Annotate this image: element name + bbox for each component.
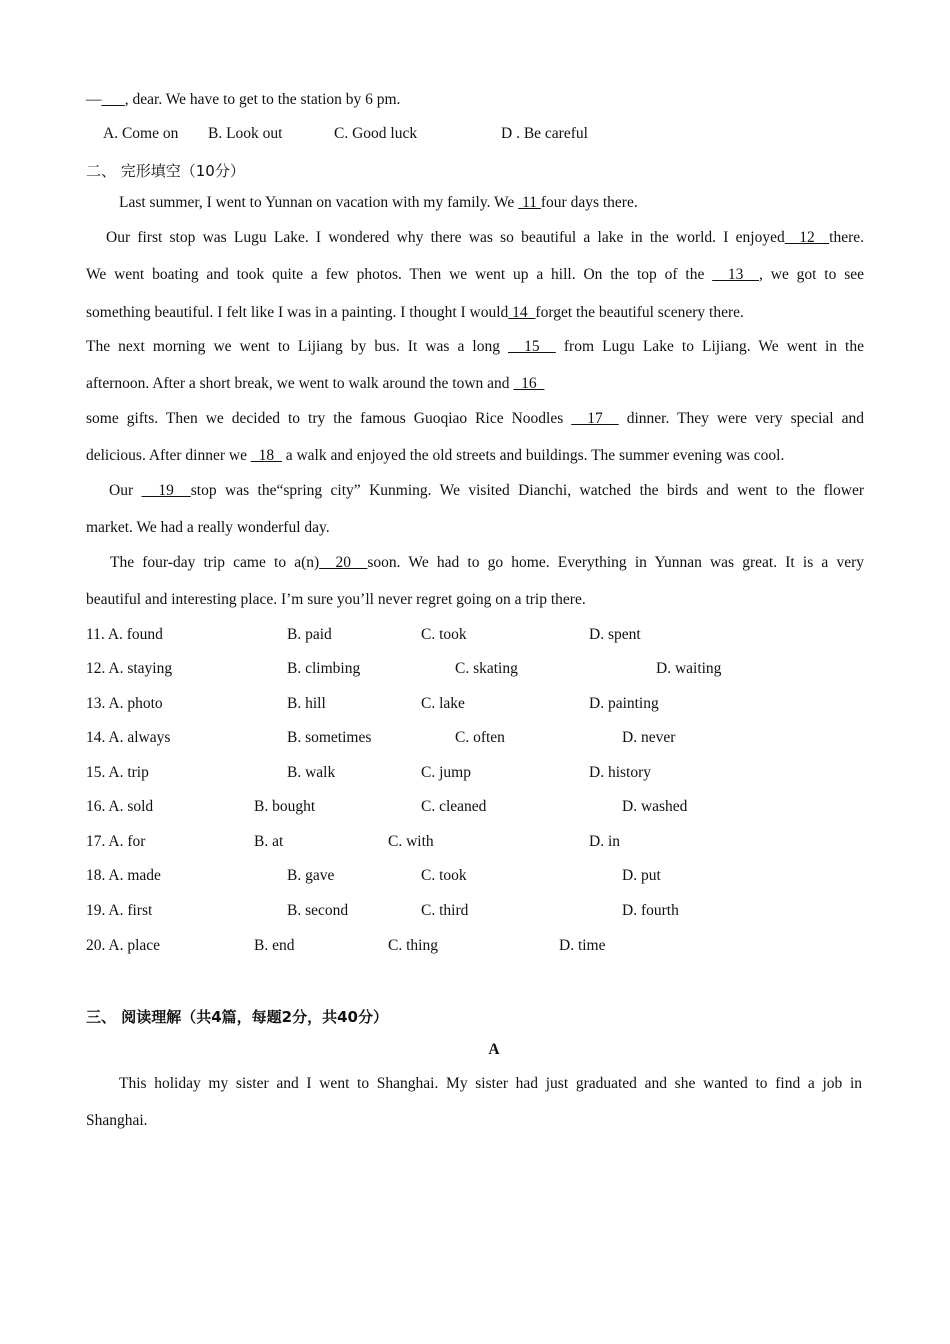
q11-option-c: C. took bbox=[421, 626, 467, 643]
cloze-paragraph-1: Last summer, I went to Yunnan on vacation with my family. We 11 four days there. bbox=[119, 194, 638, 211]
q12-option-d: D. waiting bbox=[656, 660, 722, 677]
q18-option-a: 18. A. made bbox=[86, 867, 161, 884]
passage-a-title: A bbox=[488, 1041, 500, 1058]
q15-option-c: C. jump bbox=[421, 764, 471, 781]
blank-11: 11 bbox=[518, 194, 541, 211]
q11-option-b: B. paid bbox=[287, 626, 332, 643]
q20-option-a: 20. A. place bbox=[86, 937, 161, 954]
q10-option-c: C. Good luck bbox=[334, 125, 418, 142]
q19-option-d: D. fourth bbox=[622, 902, 679, 919]
q10-stem: — , dear. We have to get to the station by 6 pm. bbox=[86, 91, 401, 108]
q18-option-b: B. gave bbox=[287, 867, 335, 884]
q13-option-c: C. lake bbox=[421, 695, 465, 712]
passage-a-line-2: Shanghai. bbox=[86, 1112, 148, 1129]
blank-13: 13 bbox=[712, 266, 760, 283]
q20-option-b: B. end bbox=[254, 937, 295, 954]
blank-18: 18 bbox=[250, 447, 282, 464]
q10-blank bbox=[102, 91, 125, 108]
q20-option-c: C. thing bbox=[388, 937, 438, 954]
q12-option-b: B. climbing bbox=[287, 660, 361, 677]
passage-a-line-1: This holiday my sister and I went to Shanghai. My sister had just graduated and she wanted to find a job in bbox=[119, 1075, 862, 1092]
q17-option-a: 17. A. for bbox=[86, 833, 146, 850]
q19-option-b: B. second bbox=[287, 902, 349, 919]
q13-option-a: 13. A. photo bbox=[86, 695, 163, 712]
q13-option-b: B. hill bbox=[287, 695, 326, 712]
q15-option-a: 15. A. trip bbox=[86, 764, 149, 781]
blank-15: 15 bbox=[508, 338, 556, 355]
q11-option-a: 11. A. found bbox=[86, 626, 163, 643]
section2-heading: 二、 完形填空（10分） bbox=[86, 162, 245, 180]
cloze-paragraph-4-line-2: market. We had a really wonderful day. bbox=[86, 519, 330, 536]
q10-option-b: B. Look out bbox=[208, 125, 283, 142]
q13-option-d: D. painting bbox=[589, 695, 659, 712]
q16-option-b: B. bought bbox=[254, 798, 316, 815]
blank-17: 17 bbox=[571, 410, 619, 427]
q16-option-c: C. cleaned bbox=[421, 798, 487, 815]
q17-option-d: D. in bbox=[589, 833, 620, 850]
cloze-paragraph-3-line-4: delicious. After dinner we 18 a walk and enjoyed the old streets and buildings. The summer evening was cool. bbox=[86, 447, 785, 464]
section3-heading: 三、 阅读理解（共4篇，每题2分，共40分） bbox=[86, 1008, 388, 1026]
q18-option-c: C. took bbox=[421, 867, 467, 884]
q14-option-c: C. often bbox=[455, 729, 505, 746]
blank-19: 19 bbox=[141, 482, 191, 499]
cloze-paragraph-2-line-3: something beautiful. I felt like I was in a painting. I thought I would 14 forget the beautiful scenery there. bbox=[86, 304, 744, 321]
cloze-paragraph-5-line-2: beautiful and interesting place. I’m sure you’ll never regret going on a trip there. bbox=[86, 591, 586, 608]
cloze-paragraph-3-line-3: some gifts. Then we decided to try the famous Guoqiao Rice Noodles 17 dinner. They were very special and bbox=[86, 410, 864, 427]
q12-option-c: C. skating bbox=[455, 660, 518, 677]
cloze-paragraph-3-line-1: The next morning we went to Lijiang by bus. It was a long 15 from Lugu Lake to Lijiang. We went in the bbox=[86, 338, 864, 355]
blank-16: 16 bbox=[513, 375, 545, 392]
q10-option-a: A. Come on bbox=[103, 125, 179, 142]
q19-option-a: 19. A. first bbox=[86, 902, 153, 919]
q17-option-c: C. with bbox=[388, 833, 434, 850]
blank-20: 20 bbox=[319, 554, 368, 571]
q16-option-a: 16. A. sold bbox=[86, 798, 154, 815]
q14-option-a: 14. A. always bbox=[86, 729, 171, 746]
q10-option-d: D . Be careful bbox=[501, 125, 588, 142]
q16-option-d: D. washed bbox=[622, 798, 688, 815]
blank-14: 14 bbox=[508, 304, 536, 321]
cloze-paragraph-5-line-1: The four-day trip came to a(n) 20 soon. We had to go home. Everything in Yunnan was great. It is a very bbox=[110, 554, 864, 571]
q18-option-d: D. put bbox=[622, 867, 661, 884]
cloze-paragraph-3-line-2: afternoon. After a short break, we went to walk around the town and 16 bbox=[86, 375, 545, 392]
q12-option-a: 12. A. staying bbox=[86, 660, 173, 677]
cloze-paragraph-4-line-1: Our 19 stop was the“spring city” Kunming. We visited Dianchi, watched the birds and went to the flower bbox=[109, 482, 865, 499]
q14-option-d: D. never bbox=[622, 729, 676, 746]
q19-option-c: C. third bbox=[421, 902, 469, 919]
q17-option-b: B. at bbox=[254, 833, 284, 850]
q15-option-b: B. walk bbox=[287, 764, 336, 781]
cloze-paragraph-2-line-2: We went boating and took quite a few photos. Then we went up a hill. On the top of the 13 , we got to see bbox=[86, 266, 864, 283]
q11-option-d: D. spent bbox=[589, 626, 641, 643]
blank-12: 12 bbox=[784, 229, 830, 246]
q14-option-b: B. sometimes bbox=[287, 729, 372, 746]
q20-option-d: D. time bbox=[559, 937, 606, 954]
q15-option-d: D. history bbox=[589, 764, 651, 781]
cloze-paragraph-2-line-1: Our first stop was Lugu Lake. I wondered why there was so beautiful a lake in the world. I enjoyed 12 there. bbox=[106, 229, 865, 246]
